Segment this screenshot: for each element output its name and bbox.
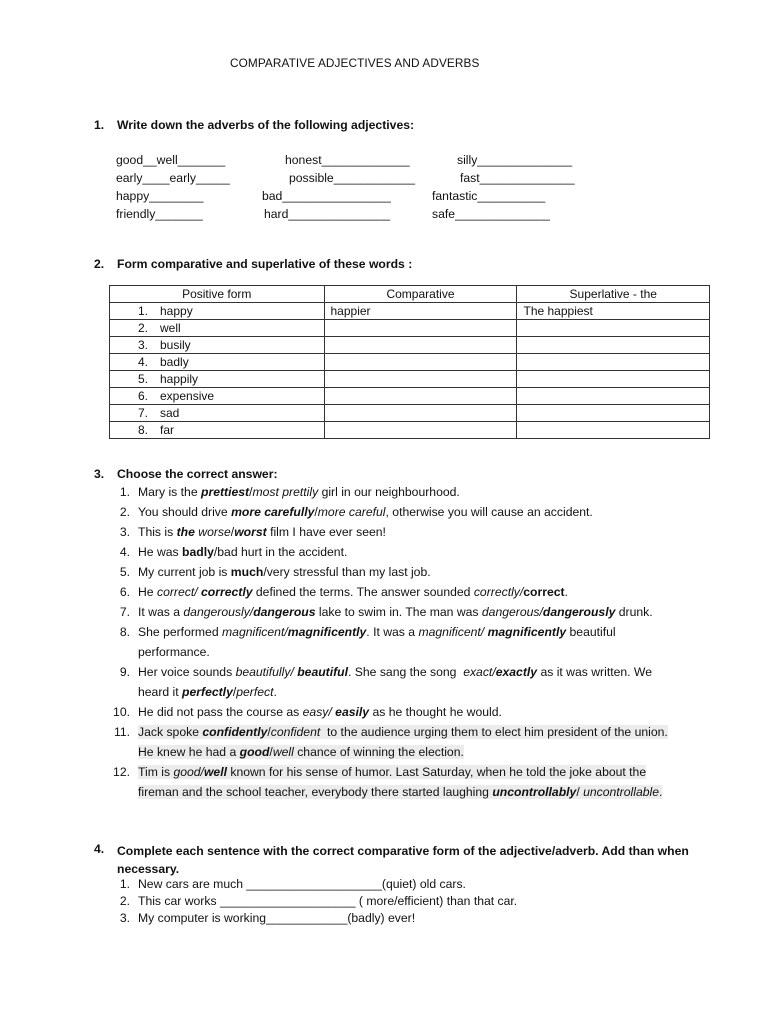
q3-item-text[interactable]: He was badly/bad hurt in the accident. [138, 545, 348, 559]
q3-item-text[interactable]: You should drive more carefully/more careful, otherwise you will cause an accident. [138, 505, 593, 519]
q4-prompt-line: necessary. [117, 862, 180, 876]
q3-item-number: 7. [119, 605, 130, 619]
positive-form-cell [110, 405, 325, 422]
q3-item-number: 5. [119, 565, 130, 579]
comparative-cell[interactable] [324, 337, 517, 354]
comparative-cell[interactable]: happier [324, 303, 517, 320]
comparative-cell[interactable] [324, 320, 517, 337]
q3-item-number: 6. [119, 585, 130, 599]
row-number: 7. [138, 406, 149, 420]
q3-item-number: 1. [119, 485, 130, 499]
q1-column-1 [116, 151, 230, 223]
superlative-cell[interactable] [517, 354, 710, 371]
q1-column-3 [432, 151, 575, 223]
superlative-cell[interactable] [517, 388, 710, 405]
q4-prompt [117, 842, 689, 878]
q3-prompt: Choose the correct answer: [117, 467, 278, 481]
q4-item-number: 2. [119, 894, 130, 908]
table-row [110, 422, 710, 439]
q4-number: 4. [94, 842, 105, 856]
positive-form-word: expensive [160, 389, 215, 403]
positive-form-word: sad [160, 406, 180, 420]
q3-item-number: 4. [119, 545, 130, 559]
q1-word: bad________________ [262, 189, 391, 203]
q4-item-text[interactable]: This car works ____________________ ( more/efficient) than that car. [138, 894, 518, 908]
q3-item-text[interactable]: She performed magnificent/magnificently. It was a magnificent/ magnificently beautiful [138, 625, 616, 639]
positive-form-word: far [160, 423, 175, 437]
row-number: 3. [138, 338, 149, 352]
superlative-cell[interactable] [517, 405, 710, 422]
q4-item-text[interactable]: My computer is working____________(badly) ever! [138, 911, 416, 925]
positive-form-cell [110, 337, 325, 354]
positive-form-word: happy [160, 304, 193, 318]
q1-word: friendly_______ [116, 207, 203, 221]
header-superlative: Superlative - the [517, 286, 710, 303]
superlative-cell[interactable] [517, 320, 710, 337]
page-title: COMPARATIVE ADJECTIVES AND ADVERBS [230, 56, 480, 70]
q3-item-number: 2. [119, 505, 130, 519]
q3-item-number: 11. [113, 725, 130, 739]
header-comparative: Comparative [324, 286, 517, 303]
q4-item-text[interactable]: New cars are much ____________________(quiet) old cars. [138, 877, 466, 891]
q1-word: good__well_______ [116, 153, 226, 167]
q3-item-text[interactable]: performance. [138, 645, 210, 659]
table-row [110, 320, 710, 337]
q3-item-text[interactable]: fireman and the school teacher, everybody there started laughing uncontrollably/ uncontrollable. [138, 785, 663, 799]
q3-item-number: 10. [113, 705, 130, 719]
positive-form-word: happily [160, 372, 199, 386]
table-row [110, 388, 710, 405]
positive-form-cell [110, 422, 325, 439]
q3-item-text[interactable]: This is the worse/worst film I have ever seen! [138, 525, 386, 539]
q1-word: safe______________ [432, 207, 550, 221]
q3-item-text[interactable]: He correct/ correctly defined the terms. The answer sounded correctly/correct. [138, 585, 568, 599]
q1-word: hard_______________ [264, 207, 391, 221]
positive-form-word: badly [160, 355, 189, 369]
row-number: 6. [138, 389, 149, 403]
comparative-cell[interactable] [324, 388, 517, 405]
q1-number: 1. [94, 118, 105, 132]
q2-prompt: Form comparative and superlative of these words : [117, 257, 413, 271]
q3-item-number: 9. [119, 665, 130, 679]
q3-item-text[interactable]: heard it perfectly/perfect. [138, 685, 277, 699]
comparative-cell[interactable] [324, 405, 517, 422]
positive-form-cell [110, 303, 325, 320]
q1-word: fantastic__________ [432, 189, 546, 203]
forms-table [109, 285, 710, 439]
superlative-cell[interactable]: The happiest [517, 303, 710, 320]
positive-form-word: busily [160, 338, 191, 352]
q3-item-number: 8. [119, 625, 130, 639]
q3-number: 3. [94, 467, 105, 481]
q3-item-number: 12. [113, 765, 130, 779]
q3-item-text[interactable]: Her voice sounds beautifully/ beautiful. She sang the song exact/exactly as it was written. We [138, 665, 652, 679]
table-row [110, 337, 710, 354]
comparative-cell[interactable] [324, 422, 517, 439]
q1-prompt: Write down the adverbs of the following adjectives: [117, 118, 415, 132]
superlative-cell[interactable] [517, 371, 710, 388]
q1-word: happy________ [116, 189, 204, 203]
q1-word: honest_____________ [285, 153, 410, 167]
table-row [110, 354, 710, 371]
q3-item-text[interactable]: It was a dangerously/dangerous lake to swim in. The man was dangerous/dangerously drunk. [138, 605, 653, 619]
superlative-cell[interactable] [517, 422, 710, 439]
table-row [110, 371, 710, 388]
q3-item-text[interactable]: He knew he had a good/well chance of winning the election. [138, 745, 464, 759]
q2-number: 2. [94, 257, 105, 271]
positive-form-cell [110, 371, 325, 388]
q4-item-number: 3. [119, 911, 130, 925]
q3-item-number: 3. [119, 525, 130, 539]
q1-column-2 [262, 151, 415, 223]
table-row [110, 303, 710, 320]
comparative-cell[interactable] [324, 371, 517, 388]
superlative-cell[interactable] [517, 337, 710, 354]
header-positive-form: Positive form [110, 286, 325, 303]
positive-form-cell [110, 354, 325, 371]
row-number: 1. [138, 304, 149, 318]
q3-item-text[interactable]: Mary is the prettiest/most prettily girl in our neighbourhood. [138, 485, 460, 499]
positive-form-cell [110, 320, 325, 337]
q1-word: early____early_____ [116, 171, 230, 185]
row-number: 4. [138, 355, 149, 369]
q4-item-number: 1. [119, 877, 130, 891]
positive-form-cell [110, 388, 325, 405]
comparative-cell[interactable] [324, 354, 517, 371]
positive-form-word: well [160, 321, 181, 335]
table-header-row [110, 286, 710, 303]
q4-prompt-line: Complete each sentence with the correct comparative form of the adjective/adverb. Add than when [117, 844, 689, 858]
q3-item-text[interactable]: He did not pass the course as easy/ easily as he thought he would. [138, 705, 502, 719]
q1-word: fast______________ [460, 171, 575, 185]
row-number: 8. [138, 423, 149, 437]
row-number: 5. [138, 372, 149, 386]
table-row [110, 405, 710, 422]
row-number: 2. [138, 321, 149, 335]
q3-item-text[interactable]: Tim is good/well known for his sense of humor. Last Saturday, when he told the joke about the [138, 765, 647, 779]
q3-item-text[interactable]: My current job is much/very stressful than my last job. [138, 565, 431, 579]
q3-item-text[interactable]: Jack spoke confidently/confident to the audience urging them to elect him president of the union. [138, 725, 668, 739]
q1-word: silly______________ [457, 153, 573, 167]
q1-word: possible____________ [289, 171, 416, 185]
